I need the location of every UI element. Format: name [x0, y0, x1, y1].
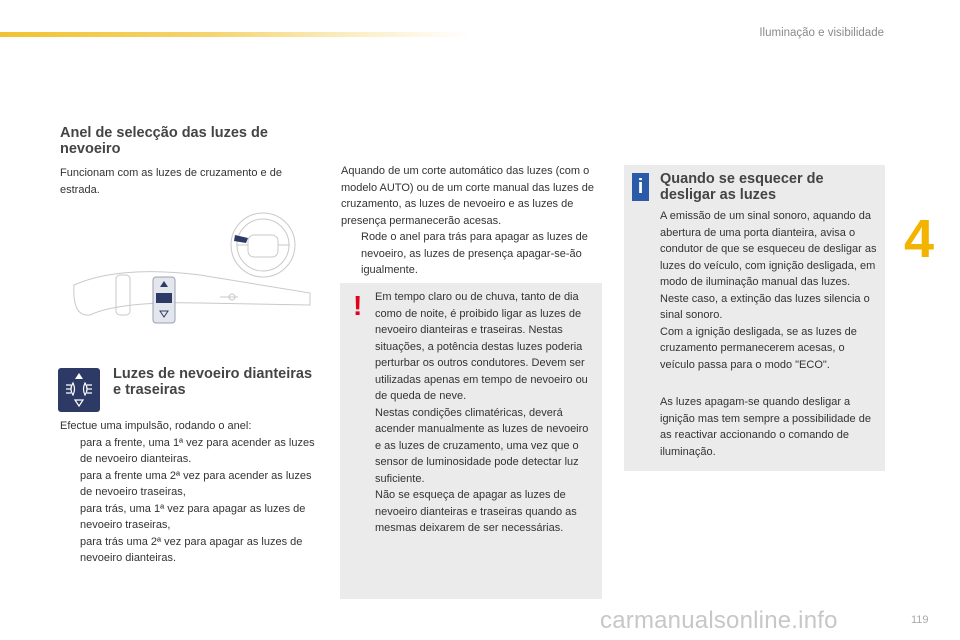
bullet-item	[60, 468, 322, 501]
light-switch-illustration	[60, 205, 325, 355]
bullet-item	[60, 534, 322, 567]
intro-paragraph: Funcionam com as luzes de cruzamento e de estrada.	[60, 167, 282, 196]
info-text-secondary: As luzes apagam-se quando desligar a ignição mas tem sempre a possibilidade de as reactivar accionando o comando de iluminação.	[660, 396, 871, 458]
bullet-text: para trás uma 2ª vez para apagar as luzes de nevoeiro dianteiras.	[80, 535, 303, 564]
fog-light-ring-icon	[153, 277, 175, 323]
watermark: carmanualsonline.info	[600, 607, 838, 634]
instructions-lead: Efectue uma impulsão, rodando o anel:	[60, 420, 252, 432]
info-box	[624, 165, 885, 471]
section-title: Iluminação e visibilidade	[759, 27, 884, 39]
warning-box	[340, 283, 602, 599]
page-number: 119	[911, 614, 929, 626]
fog-lights-icon	[58, 368, 100, 412]
warning-icon: !	[353, 290, 363, 321]
bullet-item	[60, 501, 322, 534]
warning-text: Em tempo claro ou de chuva, tanto de dia como de noite, é proibido ligar as luzes de nevoeiro dianteiras e traseiras. Nestas situações, a potência destas luzes poderia perturbar os outros condutores. Devem ser utilizadas apenas em tempo de nevoeiro ou de queda de neve. Nestas condições climatéricas, deverá acender manualmente as luzes de nevoeiro e as luzes de cruzamento, uma vez que o sensor de luminosidade pode detectar luz suficiente. Não se esqueça de apagar as luzes de nevoeiro dianteiras e traseiras quando as mesmas deixarem de ser necessárias.	[375, 291, 589, 534]
bullet-item	[60, 435, 322, 468]
auto-cutoff-paragraph: Aquando de um corte automático das luzes (com o modelo AUTO) ou de um corte manual das luzes de cruzamento, as luzes de nevoeiro e as luzes de presença permanecerão acesas.	[341, 165, 594, 227]
bullet-text: para a frente uma 2ª vez para acender as luzes de nevoeiro traseiras,	[80, 469, 312, 498]
auto-cutoff-text	[341, 163, 603, 279]
bullet-text: Rode o anel para trás para apagar as luzes de nevoeiro, as luzes de presença apagar-se-ão igualmente.	[361, 231, 588, 276]
bullet-text: para trás, uma 1ª vez para apagar as luzes de nevoeiro traseiras,	[80, 502, 306, 531]
chapter-number: 4	[904, 209, 935, 269]
steering-wheel-icon	[231, 213, 295, 277]
instructions	[60, 418, 322, 567]
info-icon: i	[632, 173, 649, 201]
heading-fog-ring: Anel de selecção das luzes de nevoeiro	[60, 125, 268, 157]
info-text: A emissão de um sinal sonoro, aquando da abertura de uma porta dianteira, avisa o condutor de que se esqueceu de desligar as luzes do veículo, com ignição desligada, em modo de iluminação manual das luzes. Neste caso, a extinção das luzes silencia o sinal sonoro. Com a ignição desligada, se as luzes de cruzamento permanecerem acesas, o veículo passa para o modo "ECO".	[660, 210, 877, 371]
bullet-item	[341, 229, 603, 279]
info-title: Quando se esquecer de desligar as luzes	[660, 171, 824, 203]
bullet-text: para a frente, uma 1ª vez para acender as luzes de nevoeiro dianteiras.	[80, 436, 315, 465]
header-accent-bar	[0, 32, 470, 37]
heading-fog-lights: Luzes de nevoeiro dianteiras e traseiras	[113, 366, 313, 398]
